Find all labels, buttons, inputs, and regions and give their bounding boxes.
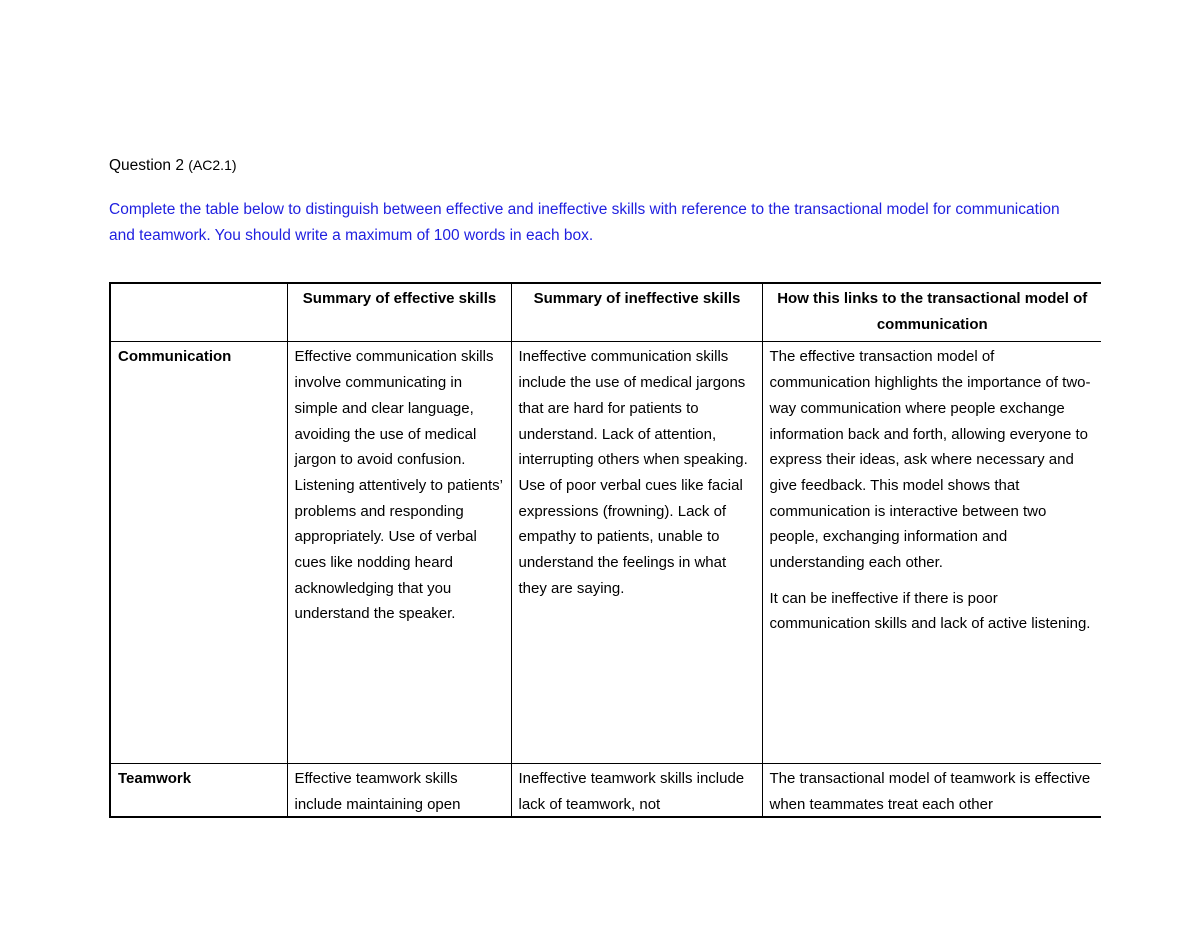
question-label: Question 2 — [109, 157, 184, 174]
model-paragraph-1: The effective transaction model of communication highlights the importance of two-way communication where people exchange information back and forth, allowing everyone to express their ideas, ask where necessary and give feedback. This model shows that communication is interactive between two people, exchanging information and understanding each other. — [769, 348, 1091, 572]
cell-communication-effective: Effective communication skills involve communicating in simple and clear language, avoiding the use of medical jargon to avoid confusion. Listening attentively to patients’ problems and responding appropriately. Use of verbal cues like nodding heard acknowledging that you understand the speaker. — [287, 342, 511, 764]
header-effective-skills: Summary of effective skills — [287, 283, 511, 342]
cell-teamwork-ineffective: Ineffective teamwork skills include lack of teamwork, not — [511, 764, 762, 818]
question-ref: (AC2.1) — [188, 157, 237, 173]
cell-teamwork-effective: Effective teamwork skills include maintaining open — [287, 764, 511, 818]
cell-communication-ineffective: Ineffective communication skills include the use of medical jargons that are hard for patients to understand. Lack of attention, interrupting others when speaking. Use of poor verbal cues like facial expressions (frowning). Lack of empathy to patients, unable to understand the feelings in what they are saying. — [511, 342, 762, 764]
header-blank-cell — [110, 283, 287, 342]
cell-teamwork-model: The transactional model of teamwork is effective when teammates treat each other — [762, 764, 1101, 818]
model-paragraph-2: It can be ineffective if there is poor communication skills and lack of active listening. — [769, 589, 1091, 633]
question-instructions: Complete the table below to distinguish between effective and ineffective skills with reference to the transactional model for communication and teamwork. You should write a maximum of 100 words in each box. — [109, 201, 1060, 244]
table-header-row — [110, 283, 1101, 342]
skills-table — [109, 282, 1101, 818]
skills-table-container — [109, 282, 1101, 818]
header-transactional-model: How this links to the transactional model of communication — [762, 283, 1101, 342]
header-ineffective-skills: Summary of ineffective skills — [511, 283, 762, 342]
row-label-teamwork: Teamwork — [110, 764, 287, 818]
table-row — [110, 342, 1101, 764]
question-title — [109, 154, 237, 177]
row-label-communication: Communication — [110, 342, 287, 764]
cell-communication-model — [762, 342, 1101, 764]
table-row — [110, 764, 1101, 818]
